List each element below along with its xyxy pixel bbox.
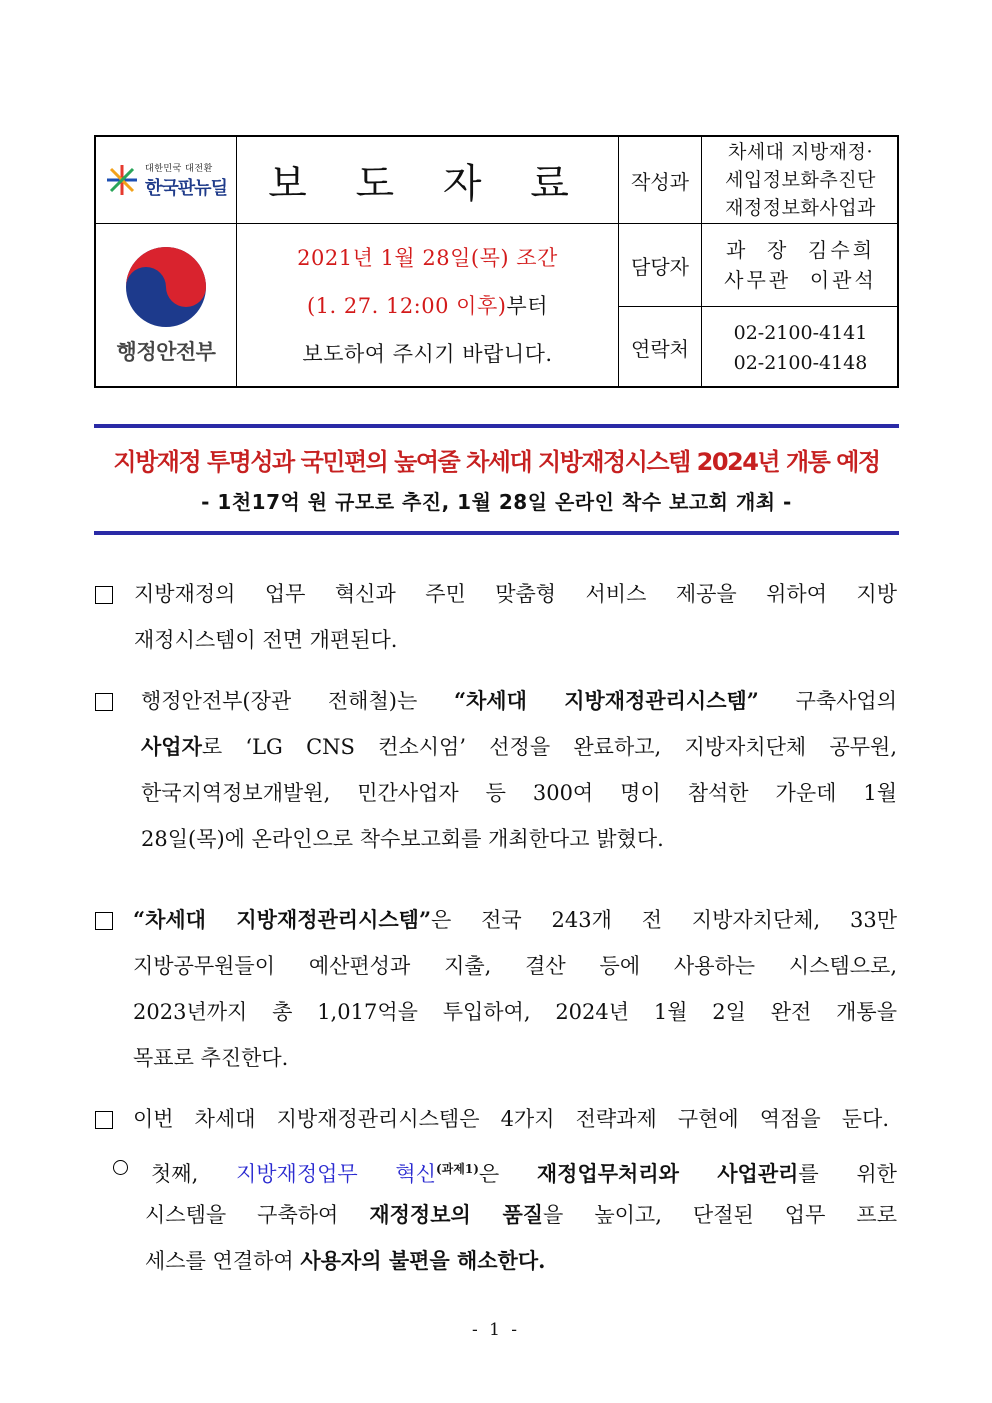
paragraph-line: 재정시스템이 전면 개편된다. [134, 628, 398, 652]
author-dept-label: 작성과 [631, 169, 689, 194]
paragraph-line: 2023년까지 총 1,017억을 투입하여, 2024년 1월 2일 완전 개통을 [133, 1000, 897, 1024]
phone-label: 연락처 [631, 337, 689, 361]
phone-value [702, 307, 899, 388]
text-span: 첫째, [151, 1162, 236, 1186]
paragraph-line: 한국지역정보개발원, 민간사업자 등 300여 명이 참석한 가운데 1월 [141, 781, 897, 805]
text-span: 을 높이고, 단절된 업무 프로 [543, 1203, 897, 1227]
subheadline: - 1천17억 원 규모로 추진, 1월 28일 온라인 착수 보고회 개최 - [201, 490, 792, 514]
text-span: 구축사업의 [758, 689, 898, 713]
checkbox-bullet-icon [95, 1111, 113, 1129]
embargo-notice [237, 224, 618, 388]
paragraph-line: 지방재정의 업무 혁신과 주민 맞춤형 서비스 제공을 위하여 지방 [134, 582, 897, 606]
headline-bottom-rule [94, 531, 899, 535]
logo-big-text: 한국판뉴딜 [145, 177, 227, 199]
text-span: 세스를 연결하여 [145, 1249, 301, 1273]
paragraph-line [151, 1146, 897, 1192]
author-dept-value [702, 137, 899, 223]
text-span: 은 전국 243개 전 지방자치단체, 33만 [431, 908, 897, 932]
headline-top-rule [94, 424, 899, 428]
contact-person-label: 담당자 [631, 254, 689, 279]
phone-line: 02-2100-4141 [733, 321, 868, 344]
checkbox-bullet-icon [95, 912, 113, 930]
text-span: 를 위한 [798, 1162, 897, 1186]
text-span: 은 [478, 1162, 537, 1186]
paragraph-line: 목표로 추진한다. [133, 1046, 289, 1070]
document-type-title: 보 도 자 료 [268, 160, 587, 207]
headline: 지방재정 투명성과 국민편의 높여줄 차세대 지방재정시스템 2024년 개통 예정 [113, 448, 880, 476]
author-dept-line: 차세대 지방재정· [727, 141, 874, 163]
author-dept-line: 세입정보화추진단 [725, 169, 876, 191]
embargo-from-text: 부터 [506, 294, 548, 318]
paragraph-2 [95, 678, 897, 862]
contact-person-line: 사무관 이관석 [724, 268, 877, 292]
phone-line: 02-2100-4148 [733, 351, 868, 374]
highlight-span: 지방재정업무 혁신 [235, 1162, 436, 1186]
embargo-request: 보도하여 주시기 바랍니다. [302, 342, 553, 366]
text-span: 행정안전부(장관 전해철)는 [141, 689, 454, 713]
embargo-date: 2021년 1월 28일(목) 조간 [297, 246, 558, 270]
paragraph-4 [95, 1096, 897, 1142]
checkbox-bullet-icon [95, 586, 113, 604]
paragraph-line [133, 897, 897, 943]
ministry-name: 행정안전부 [116, 340, 216, 364]
paragraph-line: 지방공무원들이 예산편성과 지출, 결산 등에 사용하는 시스템으로, [133, 954, 897, 978]
paragraph-line [145, 1238, 897, 1284]
checkbox-bullet-icon [95, 693, 113, 711]
paragraph-line [145, 1192, 897, 1238]
embargo-time-line [307, 282, 548, 330]
text-span: 로 ‘LG CNS 컨소시엄’ 선정을 완료하고, 지방자치단체 공무원, [201, 735, 897, 759]
taegeuk-emblem-icon [125, 246, 207, 328]
embargo-time: (1. 27. 12:00 이후) [306, 294, 507, 318]
contact-person-line: 과 장 김수희 [725, 238, 876, 262]
footnote-marker: (과제1) [435, 1162, 479, 1176]
paragraph-line [141, 678, 897, 724]
text-span: 재정업무처리와 사업관리 [536, 1161, 799, 1186]
author-dept-line: 재정정보화사업과 [725, 197, 876, 219]
new-deal-star-icon [105, 163, 139, 197]
ministry-logo [96, 224, 236, 388]
page-number: - 1 - [471, 1320, 521, 1340]
text-span: “차세대 지방재정관리시스템” [453, 688, 759, 713]
paragraph-line: 28일(목)에 온라인으로 착수보고회를 개최한다고 밝혔다. [141, 827, 664, 851]
text-span: “차세대 지방재정관리시스템” [133, 907, 432, 932]
text-span: 사업자 [141, 734, 202, 759]
logo-small-text: 대한민국 대전환 [145, 163, 213, 174]
paragraph-line [141, 724, 897, 770]
text-span: 재정정보의 품질 [369, 1202, 544, 1227]
paragraph-3 [95, 897, 897, 1081]
text-span: 시스템을 구축하여 [145, 1203, 370, 1227]
korean-new-deal-logo [96, 137, 236, 223]
paragraph-line: 이번 차세대 지방재정관리시스템은 4가지 전략과제 구현에 역점을 둔다. [133, 1107, 889, 1131]
press-release-header-table [94, 135, 899, 388]
paragraph-5 [95, 1146, 897, 1284]
paragraph-1 [95, 571, 897, 663]
circle-bullet-icon [113, 1160, 128, 1175]
contact-person-value [702, 224, 899, 306]
text-span: 사용자의 불편을 해소한다. [300, 1248, 546, 1273]
